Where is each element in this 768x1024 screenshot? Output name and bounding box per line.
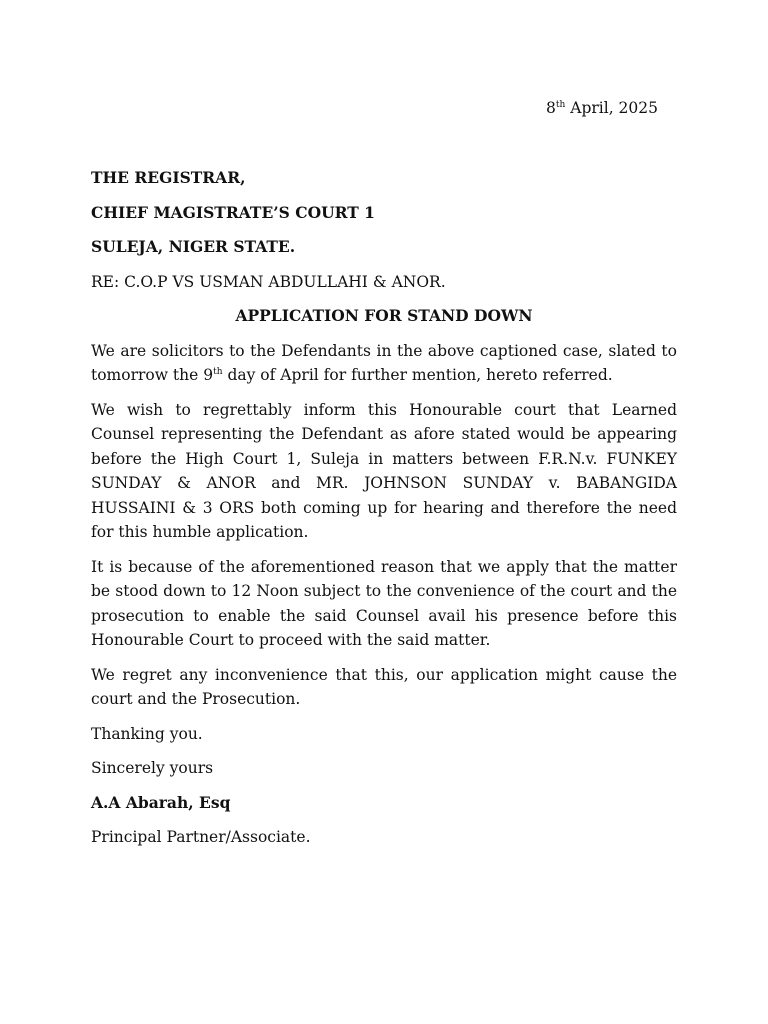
address-line-1: THE REGISTRAR,	[91, 168, 246, 187]
date-rest: April, 2025	[565, 99, 658, 117]
paragraph-1-text-end: day of April for further mention, hereto referred.	[222, 366, 613, 384]
closing-thanks: Thanking you.	[91, 724, 203, 743]
paragraph-3: It is because of the aforementioned reason that we apply that the matter be stood down to 12 Noon subject to the convenience of the court and the prosecution to enable the said Counsel avail his presence before this Honourable Court to proceed with the said matter.	[91, 557, 677, 649]
re-line: RE: C.O.P VS USMAN ABDULLAHI & ANOR.	[91, 272, 446, 291]
paragraph-1-sup: th	[213, 366, 223, 377]
paragraph-2: We wish to regrettably inform this Honourable court that Learned Counsel representing the Defendant as afore stated would be appearing before the High Court 1, Suleja in matters between F.R.N.v. FUNKEY SUNDAY & ANOR and MR. JOHNSON SUNDAY v. BABANGIDA HUSSAINI & 3 ORS both coming up for hearing and therefore the need for this humble application.	[91, 400, 677, 541]
letter-date	[546, 96, 658, 121]
date-day: 8	[546, 99, 556, 117]
signatory-name: A.A Abarah, Esq	[91, 792, 231, 812]
address-line-2: CHIEF MAGISTRATE’S COURT 1	[91, 202, 375, 222]
paragraph-4: We regret any inconvenience that this, our application might cause the court and the Prosecution.	[91, 665, 677, 708]
letter-heading: APPLICATION FOR STAND DOWN	[235, 306, 533, 325]
letter-body	[91, 166, 677, 860]
address-line-3: SULEJA, NIGER STATE.	[91, 237, 296, 256]
signatory-title: Principal Partner/Associate.	[91, 828, 311, 846]
date-suffix: th	[555, 99, 566, 110]
closing-sincerely: Sincerely yours	[91, 759, 214, 777]
paragraph-1	[91, 339, 677, 388]
paragraph-1-text: We are solicitors to the Defendants in the above captioned case, slated to tomorrow the 9	[91, 341, 677, 384]
